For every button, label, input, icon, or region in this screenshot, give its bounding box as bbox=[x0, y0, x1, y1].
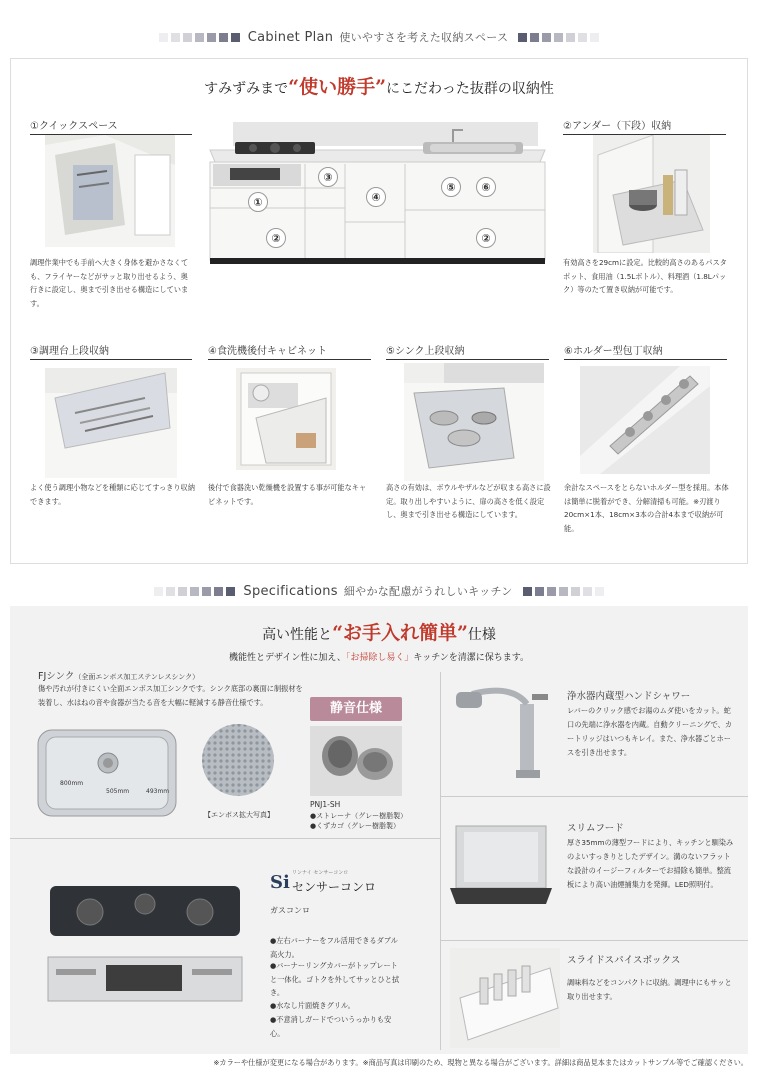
silent-spec-badge: 静音仕様 bbox=[310, 697, 402, 721]
item-4-desc: 後付で食器洗い乾燥機を設置する事が可能なキャビネットです。 bbox=[208, 483, 367, 506]
spice-box-desc: 調味料などをコンパクトに収納。調理中にもサッと取り出せます。 bbox=[567, 978, 732, 1001]
stove-bullet-1: ●左右バーナーをフル活用できるダブル高火力。 bbox=[270, 936, 398, 959]
cabinet-section-bar bbox=[0, 22, 758, 52]
stove-bullet-2: ●バーナーリングカバーがトップレートと一体化。ゴトクを外してサッとひと拭き。 bbox=[270, 961, 400, 997]
footer-note: ※カラーや仕様が変更になる場合があります。※商品写真は印刷のため、現物と異なる場合がございます。詳細は商品見本またはカットサンプル等でご確認ください。 bbox=[213, 1058, 748, 1067]
hood-desc: 厚さ35mmの薄型フードにより、キッチンと馴染みのよいすっきりとしたデザイン。溝のないフラットな設計のイージーフィルターでお掃除も簡単。整流板により高い油煙捕集力を発揮。LED照明付。 bbox=[567, 838, 734, 889]
badge-2-right: ② bbox=[476, 228, 496, 248]
item-6-desc: 余計なスペースをとらないホルダー型を採用。本体は簡単に脱着ができ、分解清掃も可能。※刃渡り20cm×1本、18cm×3本の合計4本まで収納が可能。 bbox=[564, 483, 729, 533]
faucet-desc: レバーのクリック感でお湯のムダ使いをカット。蛇口の先端に浄水器を内蔵。自動クリーニングで、カートリッジはいつもキレイ。また、浄水器ごとホースを引き出せます。 bbox=[567, 706, 733, 757]
spice-box-title: スライドスパイスボックス bbox=[567, 955, 681, 966]
cabinet-section-title: Cabinet Plan 使いやすさを考えた収納スペース bbox=[247, 30, 509, 45]
left-square-row bbox=[159, 33, 240, 42]
stove-brand-small: リンナイ センサーコンロ bbox=[292, 870, 349, 876]
under-storage-photo bbox=[593, 135, 710, 253]
upper-drawer-photo bbox=[45, 368, 177, 478]
specs-section-bar bbox=[0, 576, 758, 606]
item-6-title: ⑥ホルダー型包丁収納 bbox=[564, 342, 727, 360]
right-square-row bbox=[518, 33, 599, 42]
item-1-desc: 調理作業中でも手前へ大きく身体を避かさなくても、フライヤーなどがサッと取り出せるよう、奥行きに設定し、奥まで引き出せる構造にしています。 bbox=[30, 258, 189, 308]
fj-sink-photo bbox=[36, 728, 178, 818]
range-hood-photo bbox=[448, 820, 554, 906]
stove-bullet-3: ●水なし片面焼きグリル。 bbox=[270, 1001, 355, 1010]
gas-cooktop-photo bbox=[48, 882, 243, 940]
pnj-model: PNJ1-SH bbox=[310, 800, 341, 809]
cabinet-headline: すみずみまで“使い勝手”にこだわった抜群の収納性 bbox=[204, 76, 554, 98]
fj-sink-desc: 傷や汚れが付きにくい全面エンボス加工シンクです。シンク底部の裏面に制振材を装着し、水はねの音や食器が当たる音を大幅に軽減する静音仕様です。 bbox=[38, 684, 303, 707]
right-square-row-2 bbox=[523, 587, 604, 596]
badge-1: ① bbox=[248, 192, 268, 212]
item-5-title: ⑤シンク上段収納 bbox=[386, 342, 549, 360]
grill-front-photo bbox=[46, 955, 244, 1003]
item-3-title: ③調理台上段収納 bbox=[30, 342, 192, 360]
sink-upper-drawer-photo bbox=[404, 363, 544, 481]
stove-brand: センサーコンロ bbox=[292, 880, 377, 894]
badge-3: ③ bbox=[318, 167, 338, 187]
left-square-row-2 bbox=[154, 587, 235, 596]
faucet-photo bbox=[452, 684, 552, 782]
faucet-title: 浄水器内蔵型ハンドシャワー bbox=[567, 691, 691, 702]
sink-dim-width: 800mm bbox=[60, 780, 84, 787]
pnj-item-2: ●くずカゴ（グレー樹脂製） bbox=[310, 822, 401, 830]
pnj-item-1: ●ストレーナ（グレー樹脂製） bbox=[310, 812, 408, 820]
item-2-title: ②アンダー（下段）収納 bbox=[563, 117, 726, 135]
item-1-title: ①クイックスペース bbox=[30, 117, 192, 135]
specs-divider-vertical bbox=[440, 672, 441, 1050]
badge-2-left: ② bbox=[266, 228, 286, 248]
stove-type: ガスコンロ bbox=[270, 906, 310, 915]
item-5-desc: 高さの有効は、ボウルやザルなどが収まる高さに設定。取り出しやすいように、扉の高さを低く設定し、奥まで引き出せる構造にしています。 bbox=[386, 483, 551, 519]
knife-holder-photo bbox=[580, 366, 710, 474]
quick-space-photo bbox=[45, 135, 175, 247]
badge-6: ⑥ bbox=[476, 177, 496, 197]
strainer-photo bbox=[310, 726, 402, 796]
fj-sink-title: FJシンク（全面エンボス加工ステンレスシンク） bbox=[38, 671, 200, 682]
sink-dim-depth: 505mm bbox=[106, 788, 130, 795]
emboss-closeup-photo bbox=[200, 722, 276, 798]
spice-box-photo bbox=[450, 948, 560, 1048]
dishwasher-cabinet-photo bbox=[236, 368, 336, 470]
specs-headline: 高い性能と“お手入れ簡単”仕様 bbox=[262, 622, 496, 644]
sink-dim-height: 493mm bbox=[146, 788, 170, 795]
stove-bullet-4: ●不意消しガードでついうっかりも安心。 bbox=[270, 1015, 392, 1038]
emboss-caption: 【エンボス拡大写真】 bbox=[204, 811, 274, 819]
specs-divider-left bbox=[10, 838, 440, 839]
specs-subline: 機能性とデザイン性に加え、「お掃除し易く」キッチンを清潔に保ちます。 bbox=[228, 653, 530, 663]
item-3-desc: よく使う調理小物などを種類に応じてすっきり収納できます。 bbox=[30, 483, 195, 506]
sensor-logo-mark: Si bbox=[270, 872, 290, 893]
specs-divider-right-1 bbox=[440, 796, 748, 797]
hood-title: スリムフード bbox=[567, 823, 624, 834]
item-2-desc: 有効高さを29cmに設定。比較的高さのあるパスタポット、食用油（1.5Lボトル）、料理酒（1.8Lパック）等のたて置き収納が可能です。 bbox=[563, 258, 727, 294]
specs-section-title: Specifications 細やかな配慮がうれしいキッチン bbox=[243, 584, 513, 599]
badge-5: ⑤ bbox=[441, 177, 461, 197]
badge-4: ④ bbox=[366, 187, 386, 207]
item-4-title: ④食洗機後付キャビネット bbox=[208, 342, 371, 360]
specs-divider-right-2 bbox=[440, 940, 748, 941]
